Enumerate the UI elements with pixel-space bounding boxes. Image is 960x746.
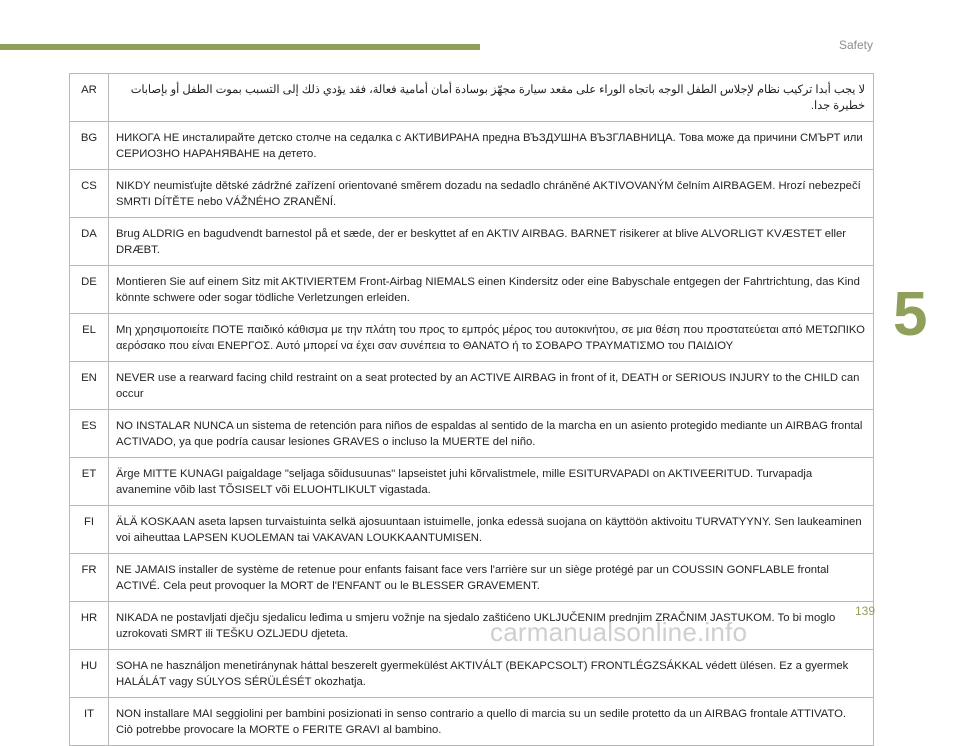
language-code: HU xyxy=(70,650,109,698)
table-row xyxy=(70,602,874,650)
warning-text: NON installare MAI seggiolini per bambini posizionati in senso contrario a quello di marcia su un sedile protetto da un AIRBAG frontale ATTIVATO. Ciò potrebbe provocare la MORTE o FERITE GRAVI al bambino. xyxy=(109,698,874,746)
chapter-number: 5 xyxy=(893,280,928,349)
table-row xyxy=(70,458,874,506)
warning-text: NIKADA ne postavljati dječju sjedalicu leđima u smjeru vožnje na sjedalo zaštićeno UKLJUČENIM prednjim ZRAČNIM JASTUKOM. To bi moglo uzrokovati SMRT ili TEŠKU OZLJEDU djeteta. xyxy=(109,602,874,650)
page-number: 139 xyxy=(854,604,875,618)
warning-text: Brug ALDRIG en bagudvendt barnestol på et sæde, der er beskyttet af en AKTIV AIRBAG. BARNET risikerer at blive ALVORLIGT KVÆSTET eller DRÆBT. xyxy=(109,218,874,266)
warning-text: SOHA ne használjon menetiránynak háttal beszerelt gyermekülést AKTIVÁLT (BEKAPCSOLT) FRONTLÉGZSÁKKAL védett ülésen. Ez a gyermek HALÁLÁT vagy SÚLYOS SÉRÜLÉSÉT okozhatja. xyxy=(109,650,874,698)
table-row xyxy=(70,410,874,458)
language-code: ET xyxy=(70,458,109,506)
language-code: DE xyxy=(70,266,109,314)
language-code: FI xyxy=(70,506,109,554)
warning-text: Montieren Sie auf einem Sitz mit AKTIVIERTEM Front-Airbag NIEMALS einen Kindersitz oder eine Babyschale entgegen der Fahrtrichtung, das Kind könnte schwere oder sogar tödliche Verletzungen erleiden. xyxy=(109,266,874,314)
language-code: EN xyxy=(70,362,109,410)
language-code: FR xyxy=(70,554,109,602)
language-code: AR xyxy=(70,74,109,122)
table-row xyxy=(70,218,874,266)
table-row xyxy=(70,362,874,410)
section-title: Safety xyxy=(838,38,873,52)
language-code: CS xyxy=(70,170,109,218)
table-row xyxy=(70,122,874,170)
table-row xyxy=(70,506,874,554)
language-code: EL xyxy=(70,314,109,362)
warning-text: NO INSTALAR NUNCA un sistema de retención para niños de espaldas al sentido de la marcha en un asiento protegido mediante un AIRBAG frontal ACTIVADO, ya que podría causar lesiones GRAVES o incluso la MUERTE del niño. xyxy=(109,410,874,458)
warning-text: NIKDY neumisťujte dětské zádržné zařízení orientované směrem dozadu na sedadlo chráněné AKTIVOVANÝM čelním AIRBAGEM. Hrozí nebezpečí SMRTI DÍTĚTE nebo VÁŽNÉHO ZRANĚNÍ. xyxy=(109,170,874,218)
warning-text: Ärge MITTE KUNAGI paigaldage "seljaga sõidusuunas" lapseistet juhi kõrvalistmele, mille ESITURVAPADI on AKTIVEERITUD. Turvapadja avanemine võib last TÕSISELT või ELUOHTLIKULT vigastada. xyxy=(109,458,874,506)
table-row xyxy=(70,266,874,314)
language-code: DA xyxy=(70,218,109,266)
warning-text: ÄLÄ KOSKAAN aseta lapsen turvaistuinta selkä ajosuuntaan istuimelle, jonka edessä suojana on käyttöön aktivoitu TURVATYYNY. Sen laukeaminen voi aiheuttaa LAPSEN KUOLEMAN tai VAKAVAN LOUKKAANTUMISEN. xyxy=(109,506,874,554)
airbag-warning-table xyxy=(69,73,874,746)
table-row xyxy=(70,554,874,602)
table-row xyxy=(70,74,874,122)
language-code: HR xyxy=(70,602,109,650)
header-accent-bar xyxy=(0,44,480,50)
table-row xyxy=(70,170,874,218)
table-row xyxy=(70,698,874,746)
table-row xyxy=(70,650,874,698)
warning-text: NE JAMAIS installer de système de retenue pour enfants faisant face vers l'arrière sur un siège protégé par un COUSSIN GONFLABLE frontal ACTIVÉ. Cela peut provoquer la MORT de l'ENFANT ou le BLESSER GRAVEMENT. xyxy=(109,554,874,602)
language-code: BG xyxy=(70,122,109,170)
table-row xyxy=(70,314,874,362)
warning-text: NEVER use a rearward facing child restraint on a seat protected by an ACTIVE AIRBAG in front of it, DEATH or SERIOUS INJURY to the CHILD can occur xyxy=(109,362,874,410)
watermark: carmanualsonline.info xyxy=(490,617,748,647)
language-code: IT xyxy=(70,698,109,746)
warning-text: Μη χρησιμοποιείτε ΠΟΤΕ παιδικό κάθισμα με την πλάτη του προς το εμπρός μέρος του αυτοκινήτου, σε μια θέση που προστατεύεται από ΜΕΤΩΠΙΚΟ αερόσακο που είναι ΕΝΕΡΓΟΣ. Αυτό μπορεί να έχει σαν συνέπεια το ΘΑΝΑΤΟ ή το ΣΟΒΑΡΟ ΤΡΑΥΜΑΤΙΣΜΟ του ΠΑΙΔΙΟΥ xyxy=(109,314,874,362)
warning-text: НИКОГА НЕ инсталирайте детско столче на седалка с АКТИВИРАНА предна ВЪЗДУШНА ВЪЗГЛАВНИЦА. Това може да причини СМЪРТ или СЕРИОЗНО НАРАНЯВАНЕ на детето. xyxy=(109,122,874,170)
warning-text: لا يجب أبدا تركيب نظام لإجلاس الطفل الوجه باتجاه الوراء على مقعد سيارة مجهّز بوسادة أمان أمامية فعالة، فقد يؤدي ذلك إلى التسبب بموت الطفل أو بإصابات خطيرة جدا. xyxy=(109,74,874,122)
language-code: ES xyxy=(70,410,109,458)
